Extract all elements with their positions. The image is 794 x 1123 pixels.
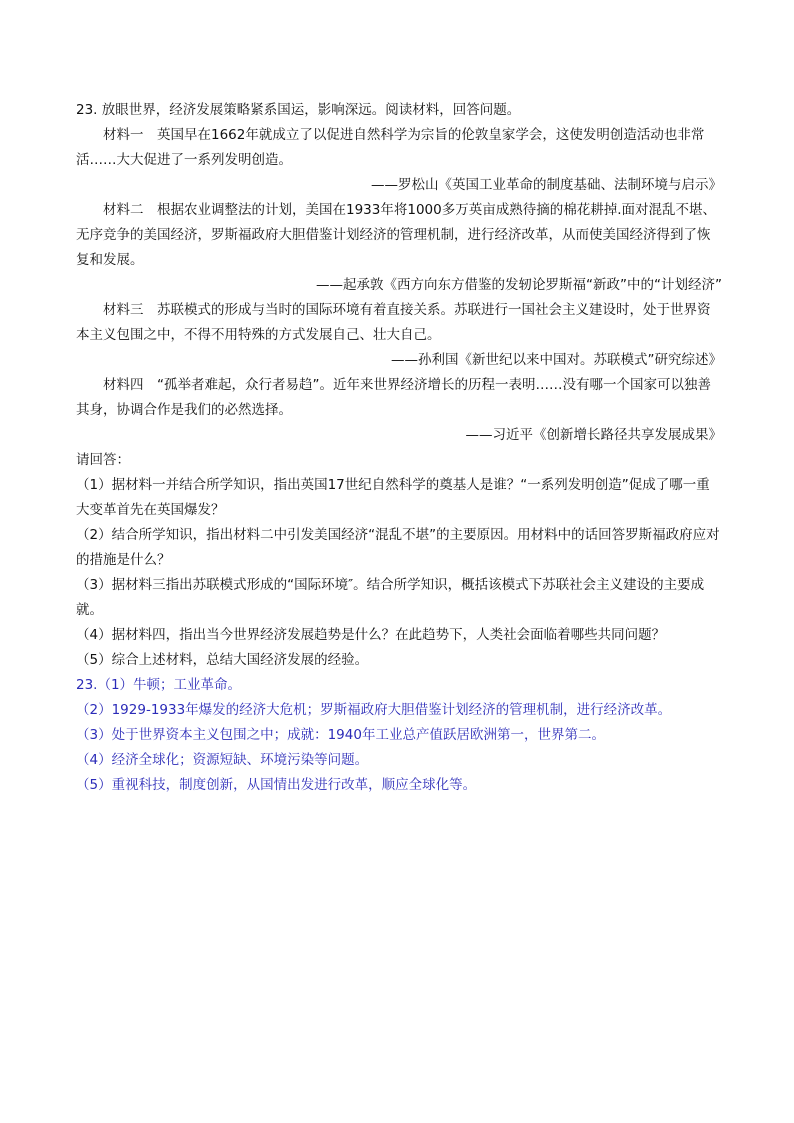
material-3-source: ——孙利国《新世纪以来中国对。苏联模式”研究综述》 (391, 352, 722, 368)
sub-question-4: （4）据材料四，指出当今世界经济发展趋势是什么？在此趋势下，人类社会面临着哪些共同问题？ (76, 627, 666, 643)
material-1-text: 材料一 英国早在1662年就成立了以促进自然科学为宗旨的伦敦皇家学会，这使发明创造活动也非常活……大大促进了一系列发明创造。 (76, 127, 705, 168)
sub-question-3: （3）据材料三指出苏联模式形成的“国际环境″。结合所学知识，概括该模式下苏联社会主义建设的主要成就。 (76, 577, 705, 618)
material-2-text: 材料二 根据农业调整法的计划，美国在1933年将1000多万英亩成熟待摘的棉花耕掉.面对混乱不堪、无序竞争的美国经济，罗斯福政府大胆借鉴计划经济的管理机制，进行经济改革，从而使美国经济得到了恢复和发展。 (76, 202, 717, 268)
material-4-text: 材料四 “孤举者难起，众行者易趋”。近年来世界经济增长的历程一表明……没有哪一个国家可以独善其身，协调合作是我们的必然选择。 (76, 377, 711, 418)
material-3-text: 材料三 苏联模式的形成与当时的国际环境有着直接关系。苏联进行一国社会主义建设时，处于世界资本主义包围之中，不得不用特殊的方式发展自己、壮大自己。 (76, 302, 711, 343)
answer-5: （5）重视科技，制度创新，从国情出发进行改革，顺应全球化等。 (76, 777, 477, 793)
sub-question-2: （2）结合所学知识，指出材料二中引发美国经济“混乱不堪”的主要原因。用材料中的话回答罗斯福政府应对的措施是什么？ (76, 527, 720, 568)
answer-prompt: 请回答： (76, 452, 130, 468)
answer-4: （4）经济全球化；资源短缺、环境污染等问题。 (76, 752, 369, 768)
sub-question-1: （1）据材料一并结合所学知识，指出英国17世纪自然科学的奠基人是谁？“一系列发明创造”促成了哪一重大变革首先在英国爆发？ (76, 477, 710, 518)
material-2-source: ——起承敦《西方向东方借鉴的发轫论罗斯福“新政”中的“计划经济” (316, 277, 722, 293)
material-1-source: ——罗松山《英国工业革命的制度基础、法制环境与启示》 (371, 177, 722, 193)
question-title: 23. 放眼世界，经济发展策略紧系国运，影响深远。阅读材料，回答问题。 (76, 102, 521, 118)
sub-question-5: （5）综合上述材料，总结大国经济发展的经验。 (76, 652, 369, 668)
answer-block (76, 673, 722, 798)
sub-question-list (76, 473, 722, 673)
answer-1: 23.（1）牛顿；工业革命。 (76, 677, 242, 693)
question-content (76, 98, 722, 798)
answer-3: （3）处于世界资本主义包围之中；成就：1940年工业总产值跃居欧洲第一，世界第二。 (76, 727, 605, 743)
material-4-source: ——习近平《创新增长路径共享发展成果》 (465, 427, 722, 443)
answer-2: （2）1929-1933年爆发的经济大危机；罗斯福政府大胆借鉴计划经济的管理机制，进行经济改革。 (76, 702, 672, 718)
